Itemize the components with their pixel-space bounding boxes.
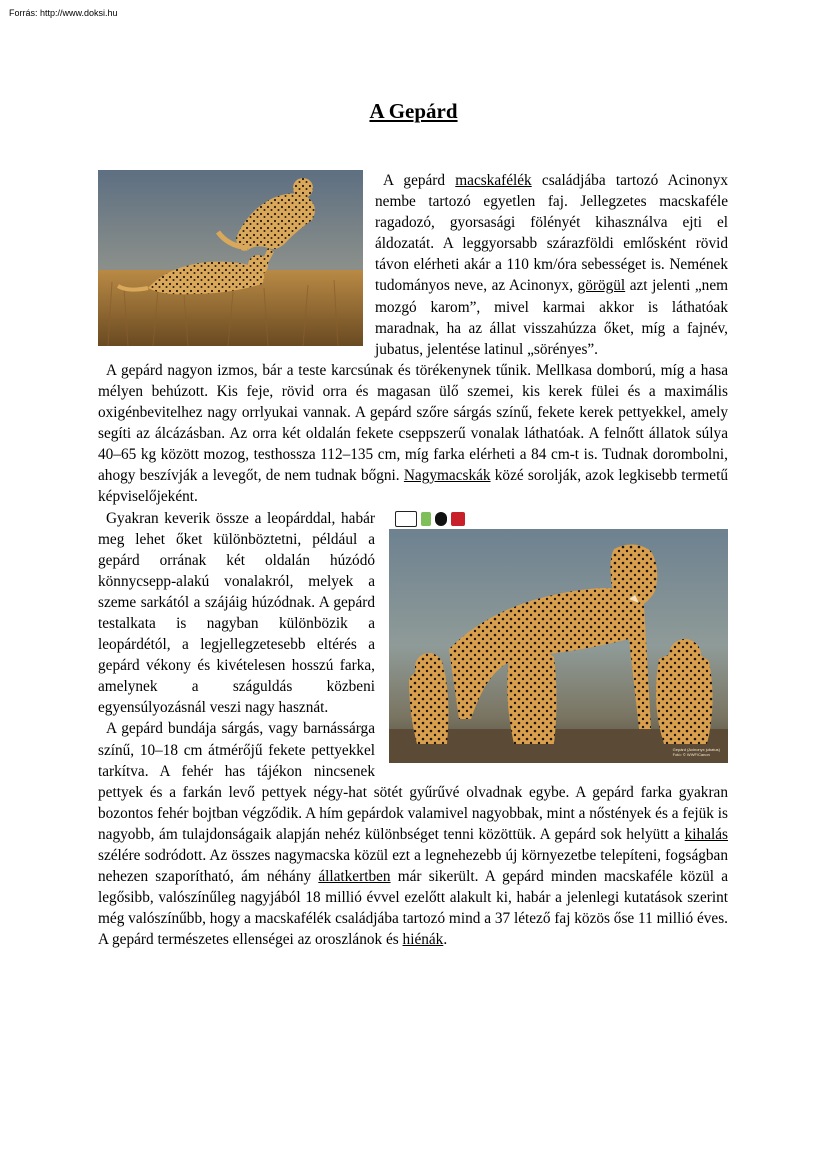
cheetah-mother-with-cubs-figure xyxy=(389,511,728,763)
paragraph-leopard-comparison: Gyakran keverik össze a leopárddal, habár meg lehet őket különböztetni, például a gepárd orrának két oldalán húzódó könnycsepp-alakú vonalakról, melyek a szeme sarkától a szájáig húzódnak. A gepárd testalkata is nagyban különbözik a leopárdétól, a legjellegzetesebb eltérés a gepárd vékony és kivételesen hosszú farka, amelynek a száguldás közbeni egyensúlyozásnál veszi nagy hasznát. xyxy=(98,509,375,717)
plant-logo xyxy=(421,512,431,526)
link-macskafelek[interactable]: macskafélék xyxy=(455,172,532,189)
link-allatkertben[interactable]: állatkertben xyxy=(318,868,391,886)
link-kihalas[interactable]: kihalás xyxy=(684,825,728,843)
page-title: A Gepárd xyxy=(369,99,458,123)
cites-logo xyxy=(395,511,417,527)
article-body xyxy=(98,170,728,950)
wwf-logo xyxy=(435,512,447,526)
cheetah-mother-with-cubs-photo xyxy=(389,529,728,763)
link-gorogul[interactable]: görögül xyxy=(577,277,626,295)
link-hienak[interactable]: hiénák xyxy=(402,931,444,949)
photo-credit: Gepárd (Acinonyx jubatus) Fotó: © WWF/Canon xyxy=(672,746,720,757)
sponsor-logos xyxy=(395,511,465,527)
link-nagymacskak[interactable]: Nagymacskák xyxy=(403,467,491,485)
paragraph-fur-and-history: A gepárd bundája sárgás, vagy barnássárga színű, 10–18 cm átmérőjű fekete pettyekkel tarkítva. A fehér has tájékon nincsenek pettyek és a farkán levő pettyek négy-hat sötét gyűrűvé olvadnak egybe. A gepárd farka gyakran bozontos fehér bojtban végződik. A hím gepárdok valamivel nagyobbak, mint a nőstények és a fejük is nagyobb, ám tulajdonságaik alapján nehéz különbséget tenni közöttük. A gepárd sok helyütt a kihalás szélére sodródott. Az összes nagymacska közül ezt a legnehezebb új környezetbe telepíteni, fogságban nehezen szaporítható, ám néhány állatkertben már sikerült. A gepárd minden macskaféle közül a legősibb, valószínűleg nagyjából 18 millió évvel ezelőtt alakult ki, habár a jelenlegi kutatások szerint még valószínűbb, hogy a macskafélék családjába tartozó mind a 37 létező faj közös őse 11 millió éves. A gepárd természetes ellenségei az oroszlánok és hiénák. xyxy=(98,720,728,949)
bnpi-logo xyxy=(451,512,465,526)
paragraph-anatomy: A gepárd nagyon izmos, bár a teste karcsúnak és törékenynek tűnik. Mellkasa domború, míg a hasa mélyen behúzott. Kis feje, rövid orra és magasan ülő szemei, kis kerek fülei és a maximális oxigénbevitelhez nagy orrlyukai vannak. A gepárd szőre sárgás színű, fekete kerek pettyekkel, amely segíti az álcázásban. Az orra két oldalán fekete cseppszerű vonalak láthatóak. A felnőtt állatok súlya 40–65 kg között mozog, testhossza 112–135 cm, míg farka elérheti a 84 cm-t is. Tudnak dorombolni, ahogy beszívják a levegőt, de nem tudnak bőgni. Nagymacskák közé sorolják, azok legkisebb termetű képviselőjeként. xyxy=(98,361,728,506)
cheetahs-leaping-photo xyxy=(98,170,363,346)
source-url-label: Forrás: http://www.doksi.hu xyxy=(9,8,118,18)
paragraph-intro: A gepárd macskafélék családjába tartozó Acinonyx nembe tartozó egyetlen faj. Jellegzetes macskaféle ragadozó, gyorsasági fölényét kihasználva ejti el áldozatát. A leggyorsabb szárazföldi emlősként rövid távon elérheti akár a 110 km/óra sebességet is. Nemének tudományos neve, az Acinonyx, görögül azt jelenti „nem mozgó karom”, mivel karmai akkor is láthatóak maradnak, ha az állat visszahúzza őket, míg a fajnév, jubatus, jelentése latinul „sörényes”. xyxy=(375,172,729,358)
